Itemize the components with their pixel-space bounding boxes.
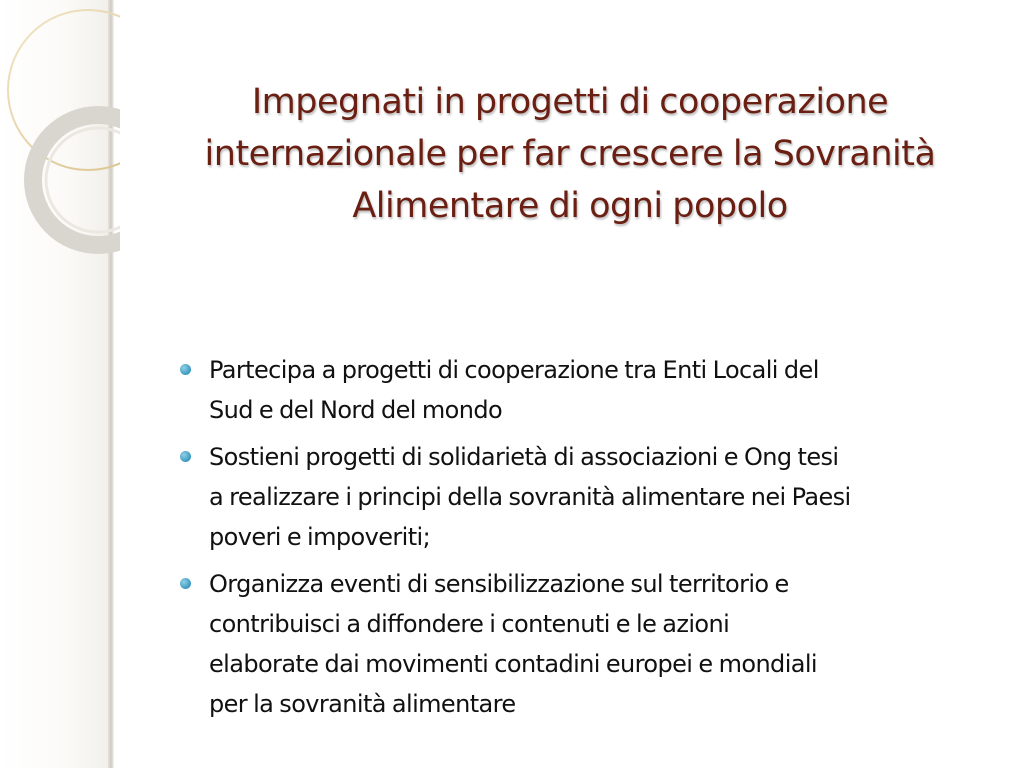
bullet-line: Sud e del Nord del mondo — [209, 396, 503, 424]
bullet-item — [180, 350, 1000, 430]
bullet-line: contribuisci a diffondere i contenuti e le azioni — [209, 610, 730, 638]
bullet-dot-icon — [180, 451, 191, 462]
bullet-line: a realizzare i principi della sovranità alimentare nei Paesi — [209, 483, 851, 511]
bullet-list — [180, 350, 1000, 731]
bullet-line: Organizza eventi di sensibilizzazione sul territorio e — [209, 570, 789, 598]
decorative-ring-large — [8, 10, 120, 170]
bullet-line: Sostieni progetti di solidarietà di associazioni e Ong tesi — [209, 443, 839, 471]
bullet-line: Partecipa a progetti di cooperazione tra Enti Locali del — [209, 356, 819, 384]
title-line: Impegnati in progetti di cooperazione — [251, 82, 889, 122]
bullet-item — [180, 437, 1000, 557]
bullet-item — [180, 564, 1000, 724]
bullet-line: elaborate dai movimenti contadini europei e mondiali — [209, 650, 817, 678]
bullet-line: per la sovranità alimentare — [209, 690, 516, 718]
title-line: Alimentare di ogni popolo — [352, 186, 788, 226]
bullet-line: poveri e impoveriti; — [209, 523, 431, 551]
bullet-dot-icon — [180, 364, 191, 375]
decorative-ring-inner — [46, 128, 120, 232]
slide-title — [150, 76, 990, 232]
decorative-rings — [0, 0, 120, 260]
bullet-dot-icon — [180, 578, 191, 589]
title-line: internazionale per far crescere la Sovranità — [204, 134, 936, 174]
